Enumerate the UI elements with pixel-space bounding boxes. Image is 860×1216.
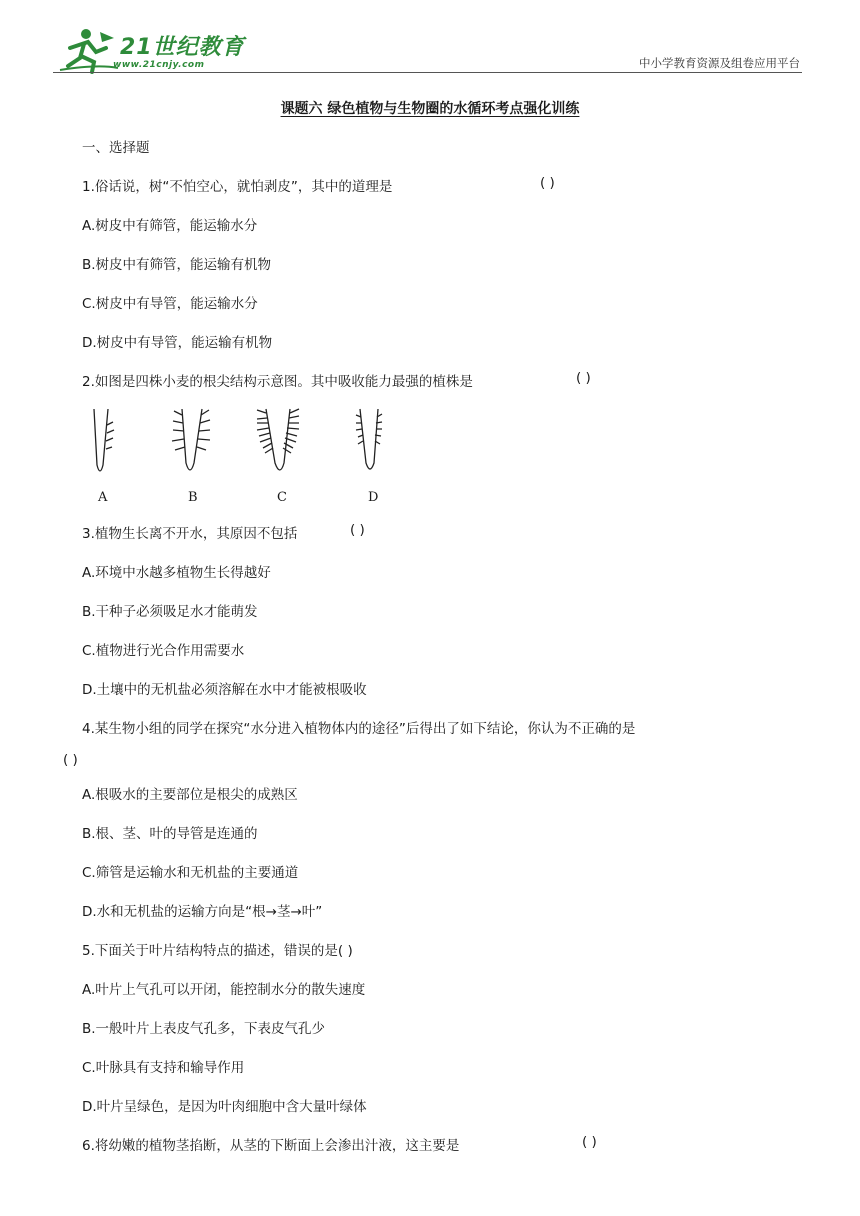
root-tip-c xyxy=(257,409,299,470)
q1-option-d: D.树皮中有导管，能运输有机物 xyxy=(82,335,273,351)
logo-text: 21世纪教育 xyxy=(120,35,245,60)
q1-option-b: B.树皮中有筛管，能运输有机物 xyxy=(82,257,272,273)
q3-option-b: B.干种子必须吸足水才能萌发 xyxy=(82,604,258,620)
header-divider xyxy=(53,72,802,73)
q1-option-c: C.树皮中有导管，能运输水分 xyxy=(82,296,258,312)
root-tips-figure xyxy=(78,405,418,509)
q5-option-b: B.一般叶片上表皮气孔多，下表皮气孔少 xyxy=(82,1021,326,1037)
question-1-stem: 1.俗话说，树“不怕空心，就怕剥皮”，其中的道理是 xyxy=(82,179,393,195)
question-2-answer-blank: ( ) xyxy=(576,370,591,386)
q4-option-b: B.根、茎、叶的导管是连通的 xyxy=(82,826,258,842)
q5-option-a: A.叶片上气孔可以开闭，能控制水分的散失速度 xyxy=(82,982,366,998)
q3-option-d: D.土壤中的无机盐必须溶解在水中才能被根吸收 xyxy=(82,682,367,698)
question-4-stem: 4.某生物小组的同学在探究“水分进入植物体内的途径”后得出了如下结论，你认为不正确的是 xyxy=(82,721,636,737)
logo-url-text: www.21cnjy.com xyxy=(113,60,205,70)
page-title: 课题六 绿色植物与生物圈的水循环考点强化训练 xyxy=(280,101,580,117)
q4-option-d: D.水和无机盐的运输方向是“根→茎→叶” xyxy=(82,904,323,920)
q3-option-c: C.植物进行光合作用需要水 xyxy=(82,643,245,659)
question-3-answer-blank: ( ) xyxy=(350,522,365,538)
q1-option-a: A.树皮中有筛管，能运输水分 xyxy=(82,218,258,234)
page-header xyxy=(0,0,860,80)
q5-option-d: D.叶片呈绿色，是因为叶肉细胞中含大量叶绿体 xyxy=(82,1099,367,1115)
q5-option-c: C.叶脉具有支持和输导作用 xyxy=(82,1060,245,1076)
root-label-c: C xyxy=(277,490,287,505)
question-5-stem: 5.下面关于叶片结构特点的描述，错误的是( ) xyxy=(82,943,353,959)
root-label-a: A xyxy=(98,490,108,505)
root-tip-b xyxy=(172,409,210,470)
question-2-stem: 2.如图是四株小麦的根尖结构示意图。其中吸收能力最强的植株是 xyxy=(82,374,473,390)
root-tip-a xyxy=(94,409,114,471)
question-4-answer-blank: ( ) xyxy=(63,752,78,768)
question-1-answer-blank: ( ) xyxy=(540,175,555,191)
section-heading: 一、选择题 xyxy=(82,140,150,156)
q4-option-a: A.根吸水的主要部位是根尖的成熟区 xyxy=(82,787,298,803)
q4-option-c: C.筛管是运输水和无机盐的主要通道 xyxy=(82,865,299,881)
root-label-d: D xyxy=(368,490,379,505)
question-6-answer-blank: ( ) xyxy=(582,1134,597,1150)
q3-option-a: A.环境中水越多植物生长得越好 xyxy=(82,565,271,581)
platform-label: 中小学教育资源及组卷应用平台 xyxy=(639,56,800,70)
question-6-stem: 6.将幼嫩的植物茎掐断，从茎的下断面上会渗出汁液，这主要是 xyxy=(82,1138,460,1154)
root-label-b: B xyxy=(188,490,198,505)
question-3-stem: 3.植物生长离不开水，其原因不包括 xyxy=(82,526,298,542)
root-tip-d xyxy=(356,409,382,469)
